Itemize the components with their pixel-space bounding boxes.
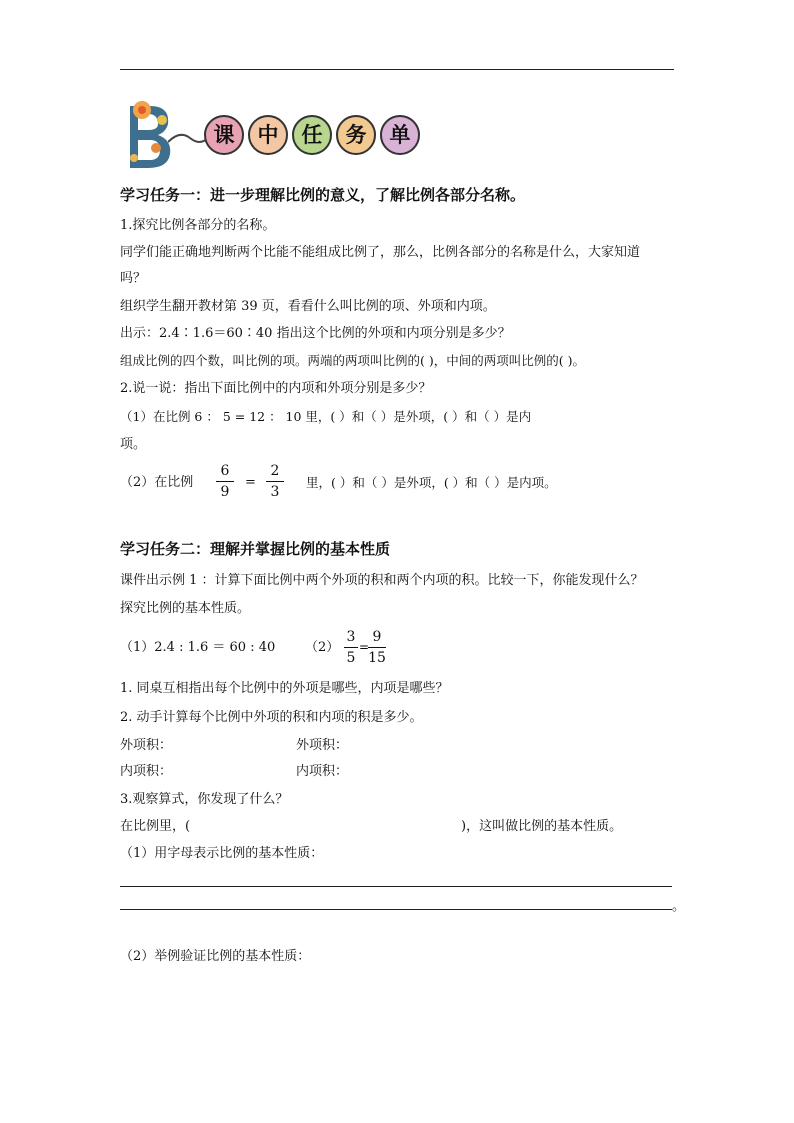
task2-fill-start: 在比例里，( [120, 819, 191, 834]
task2-example-2-equals: = [359, 640, 370, 654]
banner-chip-4: 务 [336, 115, 376, 155]
inner-product-label-1: 内项积： [120, 764, 173, 779]
task2-example-2-prefix: （2） [305, 640, 340, 655]
task2-step-2: 2. 动手计算每个比例中外项的积和内项的积是多少。 [120, 710, 423, 725]
banner-chip-1: 课 [204, 115, 244, 155]
task2-step-4: （1）用字母表示比例的基本性质： [120, 846, 324, 861]
task1-p2a: 同学们能正确地判断两个比能不能组成比例了，那么，比例各部分的名称是什么，大家知道 [120, 245, 641, 260]
task2-heading: 学习任务二：理解并掌握比例的基本性质 [120, 540, 391, 558]
task1-p1: 1.探究比例各部分的名称。 [120, 218, 276, 233]
banner-chip-5: 单 [380, 115, 420, 155]
outer-product-label-2: 外项积： [296, 738, 349, 753]
header-rule [120, 69, 674, 70]
task2-step-5: （2）举例验证比例的基本性质： [120, 949, 311, 964]
banner-chip-2: 中 [248, 115, 288, 155]
task1-q1b: 项。 [120, 437, 147, 452]
task2-p1: 课件出示例 1 ：计算下面比例中两个外项的积和两个内项的积。比较一下，你能发现什么？ [120, 573, 644, 588]
task1-q1a: （1）在比例 6 ： 5 = 12 ： 10 里，( ）和（ ）是外项，( ）和（ ）是内 [120, 409, 532, 424]
inner-product-label-2: 内项积： [296, 764, 349, 779]
task1-heading: 学习任务一：进一步理解比例的意义，了解比例各部分名称。 [120, 186, 526, 204]
section-banner [120, 98, 430, 172]
task2-step-1: 1. 同桌互相指出每个比例中的外项是哪些，内项是哪些？ [120, 681, 449, 696]
task1-p4: 出示：2.4∶1.6＝60∶40 指出这个比例的外项和内项分别是多少？ [120, 326, 511, 341]
task1-q2-fraction-2: 2 3 [266, 462, 284, 501]
answer-line-2[interactable] [120, 909, 672, 910]
banner-chip-3: 任 [292, 115, 332, 155]
task1-p5: 组成比例的四个数，叫比例的项。两端的两项叫比例的( )，中间的两项叫比例的( )。 [120, 353, 585, 368]
banner-connector [168, 128, 208, 148]
answer-line-1[interactable] [120, 886, 672, 887]
outer-product-label-1: 外项积： [120, 738, 173, 753]
task1-q2-suffix: 里，( ）和（ ）是外项，( ）和（ ）是内项。 [306, 475, 557, 490]
task2-fill-end: )，这叫做比例的基本性质。 [461, 819, 623, 834]
task2-step-3: 3.观察算式，你发现了什么？ [120, 792, 289, 807]
task1-p3: 组织学生翻开教材第 39 页，看看什么叫比例的项、外项和内项。 [120, 299, 496, 314]
task2-example-2-fraction-2: 9 15 [368, 629, 386, 666]
task2-example-2-fraction-1: 3 5 [344, 628, 358, 667]
task1-q2-prefix: （2）在比例 [120, 475, 194, 490]
task1-q2-fraction-1: 6 9 [216, 462, 234, 501]
task1-q2-equals: = [245, 475, 256, 490]
answer-line-end: 。 [672, 899, 686, 914]
task1-p6: 2.说一说：指出下面比例中的内项和外项分别是多少？ [120, 381, 432, 396]
task2-example-1: （1）2.4 : 1.6 ＝ 60 : 40 [120, 640, 276, 655]
task1-p2b: 吗？ [120, 271, 147, 286]
task2-p2: 探究比例的基本性质。 [120, 601, 251, 616]
